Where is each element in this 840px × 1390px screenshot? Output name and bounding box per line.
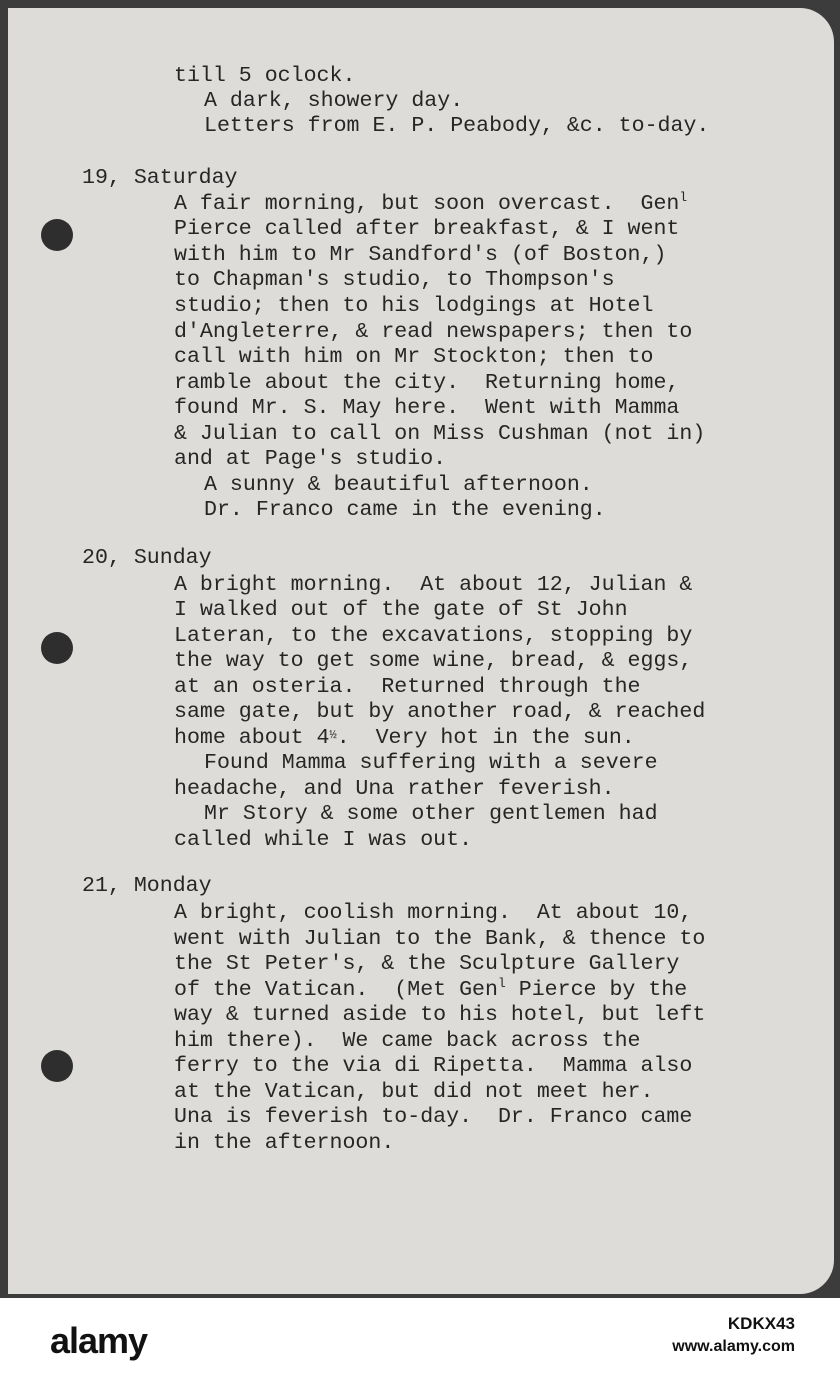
text-line: at an osteria. Returned through the	[174, 675, 641, 699]
text-line: studio; then to his lodgings at Hotel	[174, 294, 654, 318]
entry-date-21: 21, Monday	[82, 874, 212, 898]
text-line: Letters from E. P. Peabody, &c. to-day.	[204, 114, 710, 138]
superscript-l: l	[497, 976, 506, 991]
text-line: the St Peter's, & the Sculpture Gallery	[174, 952, 680, 976]
image-id: KDKX43	[727, 1314, 795, 1333]
text-line: Mr Story & some other gentlemen had	[204, 802, 658, 826]
text-line: call with him on Mr Stockton; then to	[174, 345, 654, 369]
text-line: with him to Mr Sandford's (of Boston,)	[174, 243, 667, 267]
text-line: A fair morning, but soon overcast. Gen$^l$	[174, 190, 688, 216]
text-line: ramble about the city. Returning home,	[174, 371, 680, 395]
text-line: him there). We came back across the	[174, 1029, 641, 1053]
text-line: and at Page's studio.	[174, 447, 447, 471]
text-line: in the afternoon.	[174, 1131, 395, 1155]
text-line: A dark, showery day.	[204, 89, 464, 113]
typed-journal-text	[8, 8, 710, 1160]
text-line: Found Mamma suffering with a severe	[204, 751, 658, 775]
entry-date-20: 20, Sunday	[82, 546, 212, 570]
text-line: called while I was out.	[174, 828, 473, 852]
journal-page	[8, 8, 834, 1294]
text-line: Lateran, to the excavations, stopping by	[174, 624, 693, 648]
text-line: & Julian to call on Miss Cushman (not in)	[174, 422, 706, 446]
text-line: I walked out of the gate of St John	[174, 598, 628, 622]
entry-date-19: 19, Saturday	[82, 166, 238, 190]
text-line: till 5 oclock.	[174, 64, 356, 88]
superscript-l: l	[679, 190, 688, 205]
fraction-half: ½	[329, 728, 337, 742]
text-line: at the Vatican, but did not meet her.	[174, 1080, 654, 1104]
text-line: d'Angleterre, & read newspapers; then to	[174, 320, 693, 344]
site-url: www.alamy.com	[672, 1338, 795, 1355]
text-line: Pierce called after breakfast, & I went	[174, 217, 680, 241]
text-line: went with Julian to the Bank, & thence to	[174, 927, 706, 951]
text-line: A sunny & beautiful afternoon.	[204, 473, 593, 497]
text-line: Una is feverish to-day. Dr. Franco came	[174, 1105, 693, 1129]
watermark-footer	[0, 1298, 840, 1390]
text-line: ferry to the via di Ripetta. Mamma also	[174, 1054, 693, 1078]
text-line: A bright, coolish morning. At about 10,	[174, 901, 693, 925]
text-line: home about $4^{\frac{1}{2}}$. Very hot in the sun.	[174, 726, 635, 750]
text-line: to Chapman's studio, to Thompson's	[174, 268, 615, 292]
alamy-logo: alamy	[50, 1320, 148, 1361]
text-line: way & turned aside to his hotel, but left	[174, 1003, 706, 1027]
text-line: same gate, but by another road, & reached	[174, 700, 706, 724]
text-line: headache, and Una rather feverish.	[174, 777, 615, 801]
text-line: Dr. Franco came in the evening.	[204, 498, 606, 522]
text-line: A bright morning. At about 12, Julian &	[174, 573, 693, 597]
text-line: of the Vatican. (Met Gen$^l$ Pierce by the	[174, 976, 688, 1002]
text-line: found Mr. S. May here. Went with Mamma	[174, 396, 680, 420]
text-line: the way to get some wine, bread, & eggs,	[174, 649, 693, 673]
